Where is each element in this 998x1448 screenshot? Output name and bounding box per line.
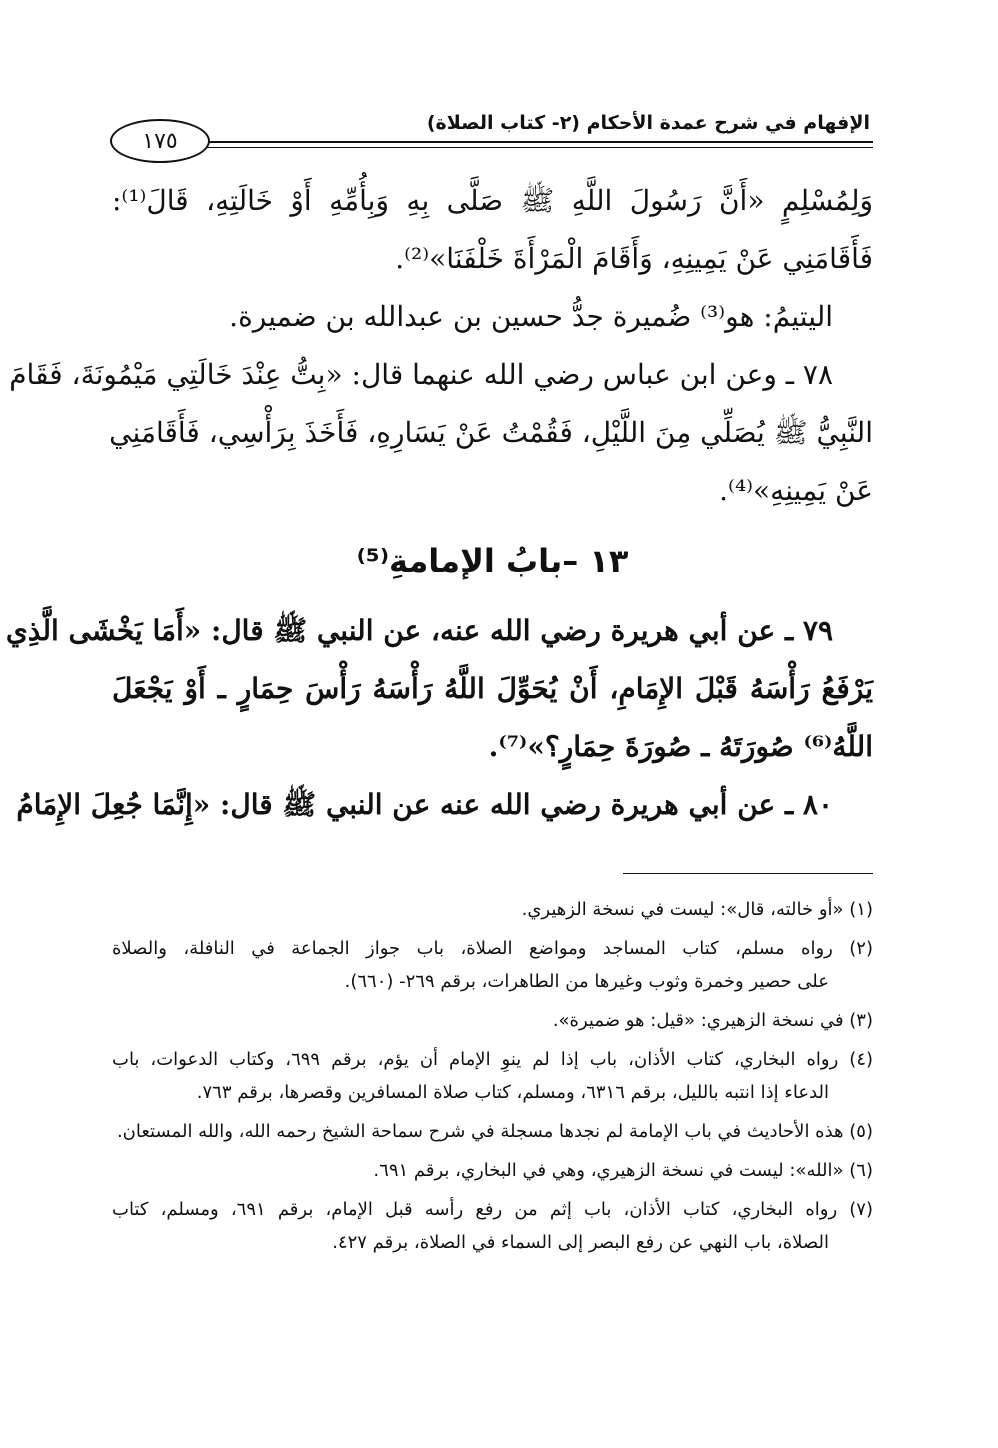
footnote-line: (١) «أو خالته، قال»: ليست في نسخة الزهيري. <box>521 899 873 920</box>
footnote-line: (٢) رواه مسلم، كتاب المساجد ومواضع الصلاة، باب جواز الجماعة في النافلة، والصلاة <box>112 938 873 959</box>
footnote-line: (٣) في نسخة الزهيري: «قيل: هو ضميرة». <box>552 1010 873 1031</box>
text-line: اللَّهُ⁽⁶⁾ صُورَتَهُ ـ صُورَةَ حِمَارٍ؟»⁽⁷⁾. <box>488 730 873 763</box>
footnote-6 <box>112 1154 873 1187</box>
text-line: وَلِمُسْلِمٍ «أَنَّ رَسُولَ اللَّهِ ﷺ صَلَّى بِهِ وَبِأُمِّهِ أَوْ خَالَتِهِ، قَالَ⁽¹⁾: <box>112 184 873 217</box>
footnote-line: (٤) رواه البخاري، كتاب الأذان، باب إذا لم ينوِ الإمام أن يؤم، برقم ٦٩٩، وكتاب الدعوات، باب <box>112 1049 874 1070</box>
footnotes <box>112 893 873 1265</box>
header-rule-thin <box>200 147 873 148</box>
section-heading: ١٣ –بابُ الإمامةِ⁽⁵⁾ <box>356 542 629 580</box>
text-line: عَنْ يَمِينِهِ»⁽⁴⁾. <box>719 474 873 507</box>
header-rule <box>200 141 873 143</box>
page-number: ١٧٥ <box>142 128 178 154</box>
footnote-line: الدعاء إذا انتبه بالليل، برقم ٦٣١٦، ومسلم، كتاب صلاة المسافرين وقصرها، برقم ٧٦٣. <box>196 1082 829 1103</box>
text-line: اليتيمُ: هو⁽³⁾ ضُميرة جدُّ حسين بن عبدالله بن ضميرة. <box>229 300 833 333</box>
page-number-badge <box>110 119 210 163</box>
footnote-7 <box>112 1193 873 1259</box>
footnote-2 <box>112 932 873 998</box>
main-text <box>5 172 873 834</box>
footnote-4 <box>112 1043 873 1109</box>
footnote-5 <box>112 1115 873 1148</box>
footnote-1 <box>112 893 873 926</box>
text-line: النَّبِيُّ ﷺ يُصَلِّي مِنَ اللَّيْلِ، فَقُمْتُ عَنْ يَسَارِهِ، فَأَخَذَ بِرَأْسِي، فَأَقَامَنِي <box>109 416 873 449</box>
hadith-79-line: ٧٩ ـ عن أبي هريرة رضي الله عنه، عن النبي ﷺ قال: «أَمَا يَخْشَى الَّذِي <box>5 614 833 647</box>
footnote-line: الصلاة، باب النهي عن رفع البصر إلى السماء في الصلاة، برقم ٤٢٧. <box>332 1232 829 1253</box>
hadith-78-line: ٧٨ ـ وعن ابن عباس رضي الله عنهما قال: «بِتُّ عِنْدَ خَالَتِي مَيْمُونَةَ، فَقَامَ <box>9 358 833 391</box>
footnote-line: على حصير وخمرة وثوب وغيرها من الطاهرات، برقم ٢٦٩- (٦٦٠). <box>344 971 829 992</box>
running-header-title: الإفهام في شرح عمدة الأحكام (٢- كتاب الصلاة) <box>426 112 870 134</box>
footnote-divider <box>623 873 873 874</box>
footnote-line: (٥) هذه الأحاديث في باب الإمامة لم نجدها مسجلة في شرح سماحة الشيخ رحمه الله، والله المستعان. <box>116 1121 873 1142</box>
text-line: يَرْفَعُ رَأْسَهُ قَبْلَ الإِمَامِ، أَنْ يُحَوِّلَ اللَّهُ رَأْسَهُ رَأْسَ حِمَارٍ ـ أَوْ يَجْعَلَ <box>112 672 873 705</box>
text-line: فَأَقَامَنِي عَنْ يَمِينِهِ، وَأَقَامَ الْمَرْأَةَ خَلْفَنَا»⁽²⁾. <box>395 242 873 275</box>
hadith-80-line: ٨٠ ـ عن أبي هريرة رضي الله عنه عن النبي ﷺ قال: «إِنَّمَا جُعِلَ الإِمَامُ <box>16 788 833 821</box>
footnote-line: (٦) «الله»: ليست في نسخة الزهيري، وهي في البخاري، برقم ٦٩١. <box>373 1160 873 1181</box>
footnote-line: (٧) رواه البخاري، كتاب الأذان، باب إثم من رفع رأسه قبل الإمام، برقم ٦٩١، ومسلم، كتاب <box>112 1199 873 1220</box>
footnote-3 <box>112 1004 873 1037</box>
